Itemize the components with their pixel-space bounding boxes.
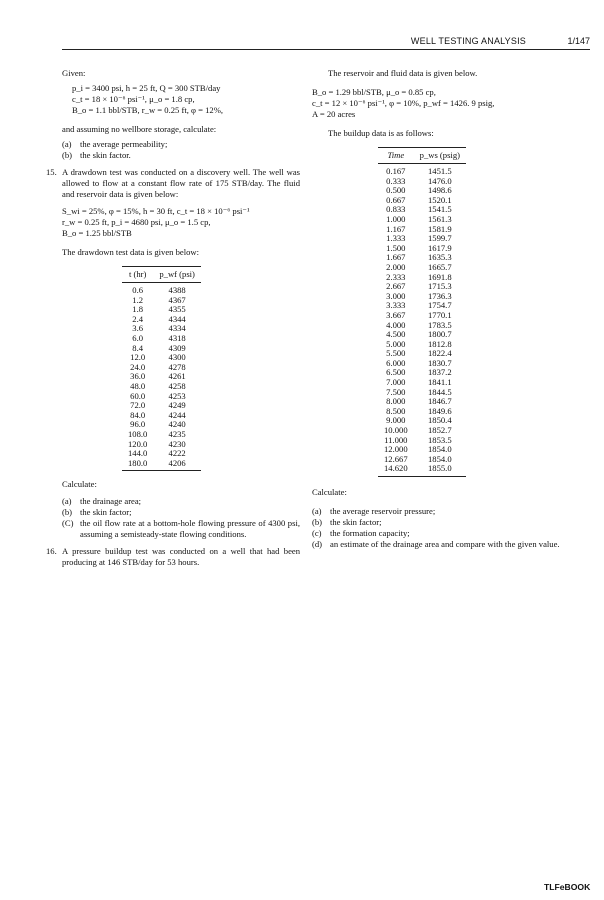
list-item: (b) the skin factor; — [312, 517, 382, 527]
cell-pressure: 4318 — [168, 332, 186, 343]
cell-time: 1.167 — [386, 223, 406, 234]
given-label: Given: — [62, 68, 86, 78]
data-line: B_o = 1.25 bbl/STB — [62, 228, 132, 238]
cell-time: 0.833 — [386, 204, 406, 215]
buildup-intro: The buildup data is as follows: — [328, 128, 434, 138]
cell-pressure: 1476.0 — [427, 175, 452, 186]
cell-pressure: 1783.5 — [427, 319, 452, 330]
cell-time: 6.000 — [386, 357, 406, 368]
cell-time: 7.000 — [386, 377, 406, 388]
cell-time: 1.333 — [386, 233, 406, 244]
cell-time: 8.000 — [386, 396, 406, 407]
cell-pressure: 1854.0 — [427, 444, 452, 455]
cell-time: 8.4 — [132, 342, 144, 353]
fluid-data — [312, 87, 590, 120]
cell-pressure: 1581.9 — [427, 223, 452, 234]
column-header-pws: p_ws (psig) — [414, 148, 466, 164]
header-rule — [62, 49, 590, 50]
cell-time: 0.167 — [386, 166, 406, 176]
list-item: (c) the formation capacity; — [312, 528, 410, 538]
cell-pressure: 1451.5 — [427, 166, 452, 176]
running-title: WELL TESTING ANALYSIS — [410, 36, 526, 46]
cell-pressure: 1617.9 — [427, 242, 452, 253]
cell-time: 1.667 — [386, 252, 406, 263]
cell-time: 2.000 — [386, 261, 406, 272]
cell-time: 48.0 — [130, 380, 146, 391]
cell-pressure: 4261 — [168, 371, 186, 382]
cell-pressure: 1812.8 — [427, 338, 452, 349]
cell-time: 4.000 — [386, 319, 406, 330]
cell-pressure: 4344 — [168, 313, 186, 324]
cell-time: 120.0 — [128, 438, 148, 449]
table-row — [378, 164, 466, 177]
cell-time: 3.000 — [386, 290, 406, 301]
cell-pressure: 1822.4 — [427, 348, 452, 359]
page-number: 1/147 — [567, 36, 590, 46]
cell-pressure: 1715.3 — [427, 281, 452, 292]
cell-pressure: 4278 — [168, 361, 186, 372]
cell-pressure: 4388 — [168, 285, 186, 295]
cell-pressure: 1754.7 — [427, 300, 452, 311]
cell-pressure: 1665.7 — [427, 261, 452, 272]
list-item: (a) the average permeability; — [62, 139, 168, 149]
cell-time: 3.667 — [386, 309, 406, 320]
cell-time: 8.500 — [386, 405, 406, 416]
footer-watermark: TLFeBOOK — [544, 882, 591, 892]
cell-pressure: 1855.0 — [414, 464, 466, 476]
cell-pressure: 1498.6 — [427, 185, 452, 196]
cell-pressure: 4253 — [168, 390, 186, 401]
cell-pressure: 4206 — [153, 459, 201, 471]
cell-time: 2.4 — [132, 313, 144, 324]
p15-data — [62, 206, 300, 239]
cell-time: 2.667 — [386, 281, 406, 292]
calculate-label: Calculate: — [62, 479, 97, 490]
list-item: (b) the skin factor. — [62, 150, 131, 160]
problem-15 — [46, 167, 300, 200]
given-line: B_o = 1.1 bbl/STB, r_w = 0.25 ft, φ = 12%, — [72, 105, 224, 115]
cell-time: 10.000 — [384, 425, 408, 436]
cell-pressure: 1770.1 — [427, 309, 452, 320]
cell-time: 12.0 — [130, 352, 146, 363]
cell-pressure: 4334 — [168, 323, 186, 334]
left-column — [46, 68, 300, 568]
cell-time: 5.000 — [386, 338, 406, 349]
problem-text: A drawdown test was conducted on a discovery well. The well was allowed to flow at a constant flow rate of 175 STB/day. The fluid and reservoir data is given below: — [62, 167, 300, 199]
calc-intro: and assuming no wellbore storage, calculate: — [62, 124, 217, 134]
cell-pressure: 1837.2 — [427, 367, 452, 378]
cell-time: 4.500 — [386, 329, 406, 340]
cell-time: 12.000 — [384, 444, 408, 455]
cell-pressure: 1599.7 — [427, 233, 452, 244]
cell-time: 12.667 — [384, 453, 408, 464]
list-item: (d) an estimate of the drainage area and compare with the given value. — [312, 539, 560, 549]
cell-time: 72.0 — [130, 400, 146, 411]
cell-time: 96.0 — [130, 419, 146, 430]
cell-time: 0.500 — [386, 185, 406, 196]
cell-pressure: 4309 — [168, 342, 186, 353]
cell-pressure: 1830.7 — [427, 357, 452, 368]
cell-pressure: 1854.0 — [427, 453, 452, 464]
cell-pressure: 4300 — [168, 352, 186, 363]
problem-16 — [46, 546, 300, 568]
cell-pressure: 1844.5 — [427, 386, 452, 397]
cell-pressure: 1846.7 — [427, 396, 452, 407]
cell-time: 1.2 — [132, 294, 144, 305]
cell-pressure: 4230 — [168, 438, 186, 449]
drawdown-table — [122, 266, 201, 471]
fluid-data-intro: The reservoir and fluid data is given below. — [328, 68, 478, 78]
column-header-time: Time — [378, 148, 414, 164]
cell-time: 24.0 — [130, 361, 146, 372]
drawdown-intro: The drawdown test data is given below: — [62, 247, 199, 257]
cell-time: 7.500 — [386, 386, 406, 397]
cell-time: 0.667 — [386, 194, 406, 205]
cell-pressure: 1561.3 — [427, 213, 452, 224]
column-header-pwf: p_wf (psi) — [153, 267, 201, 283]
cell-pressure: 4367 — [168, 294, 186, 305]
cell-pressure: 1541.5 — [427, 204, 452, 215]
cell-time: 2.333 — [386, 271, 406, 282]
cell-pressure: 1635.3 — [427, 252, 452, 263]
list-item: (a) the drainage area; — [62, 496, 142, 507]
calculate-label: Calculate: — [312, 487, 347, 497]
given-line: c_t = 18 × 10⁻⁶ psi⁻¹, μ_o = 1.8 cp, — [72, 94, 195, 104]
cell-time: 144.0 — [128, 448, 148, 459]
cell-pressure: 4249 — [168, 400, 186, 411]
problem-number: 15. — [46, 167, 57, 177]
cell-pressure: 1841.1 — [427, 377, 452, 388]
cell-pressure: 4235 — [168, 428, 186, 439]
cell-pressure: 1853.5 — [427, 434, 452, 445]
cell-time: 84.0 — [130, 409, 146, 420]
cell-pressure: 1736.3 — [427, 290, 452, 301]
given-data — [62, 83, 300, 116]
cell-time: 36.0 — [130, 371, 146, 382]
right-column — [312, 68, 590, 550]
cell-time: 1.8 — [132, 304, 144, 315]
cell-time: 5.500 — [386, 348, 406, 359]
table-row — [378, 464, 466, 476]
cell-pressure: 4258 — [168, 380, 186, 391]
cell-pressure: 4240 — [168, 419, 186, 430]
problem-number: 16. — [46, 546, 57, 557]
cell-pressure: 1852.7 — [427, 425, 452, 436]
cell-time: 3.6 — [132, 323, 144, 334]
cell-pressure: 1849.6 — [427, 405, 452, 416]
data-line: S_wi = 25%, φ = 15%, h = 30 ft, c_t = 18 × 10⁻⁶ psi⁻¹ — [62, 206, 250, 216]
cell-time: 108.0 — [128, 428, 148, 439]
cell-time: 14.620 — [378, 464, 414, 476]
cell-pressure: 4222 — [168, 448, 186, 459]
cell-pressure: 1691.8 — [427, 271, 452, 282]
cell-time: 6.0 — [132, 332, 144, 343]
cell-time: 0.6 — [132, 285, 144, 295]
cell-time: 11.000 — [384, 434, 408, 445]
cell-pressure: 1520.1 — [427, 194, 452, 205]
data-line: A = 20 acres — [312, 109, 356, 119]
cell-time: 6.500 — [386, 367, 406, 378]
given-line: p_i = 3400 psi, h = 25 ft, Q = 300 STB/day — [72, 83, 221, 93]
cell-time: 1.500 — [386, 242, 406, 253]
cell-pressure: 4244 — [168, 409, 186, 420]
cell-time: 180.0 — [122, 459, 153, 471]
data-line: B_o = 1.29 bbl/STB, μ_o = 0.85 cp, — [312, 87, 436, 97]
cell-time: 60.0 — [130, 390, 146, 401]
table-row — [122, 283, 201, 296]
list-item: (C) the oil flow rate at a bottom-hole flowing pressure of 4300 psi, assuming a semisteady-state flowing conditions. — [62, 518, 300, 540]
list-item: (b) the skin factor; — [62, 507, 132, 518]
cell-time: 1.000 — [386, 213, 406, 224]
problem-text: A pressure buildup test was conducted on a well that had been producing at 146 STB/day for 53 hours. — [62, 546, 300, 568]
cell-time: 0.333 — [386, 175, 406, 186]
cell-pressure: 4355 — [168, 304, 186, 315]
cell-pressure: 1850.4 — [427, 415, 452, 426]
cell-time: 9.000 — [386, 415, 406, 426]
cell-pressure: 1800.7 — [427, 329, 452, 340]
column-header-time: t (hr) — [122, 267, 153, 283]
table-row — [122, 459, 201, 471]
data-line: c_t = 12 × 10⁻⁶ psi⁻¹, φ = 10%, p_wf = 1426. 9 psig, — [312, 98, 495, 108]
list-item: (a) the average reservoir pressure; — [312, 506, 436, 516]
data-line: r_w = 0.25 ft, p_i = 4680 psi, μ_o = 1.5 cp, — [62, 217, 211, 227]
cell-time: 3.333 — [386, 300, 406, 311]
buildup-table — [378, 147, 466, 477]
